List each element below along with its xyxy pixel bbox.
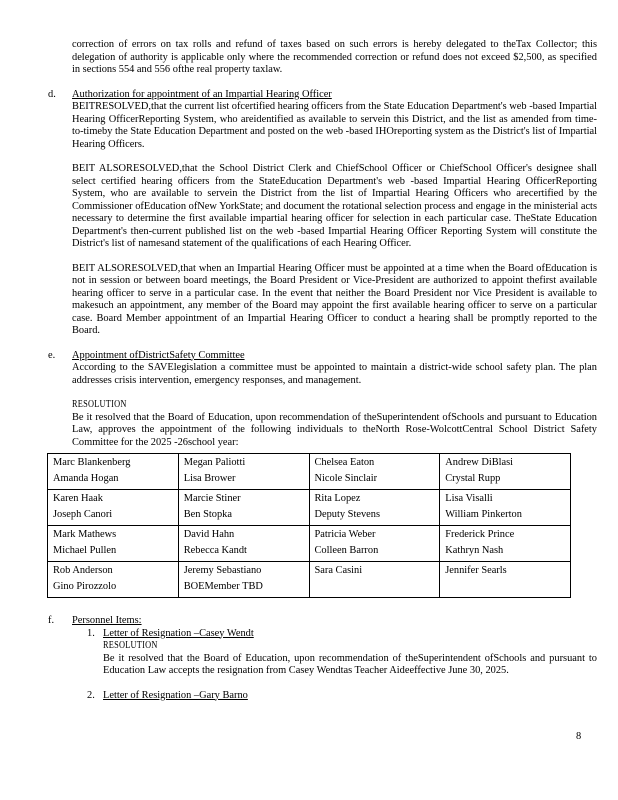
section-e-heading: Appointment ofDistrictSafety Committee <box>72 349 245 361</box>
table-row <box>48 526 571 562</box>
committee-cell <box>440 454 571 490</box>
committee-member: Mark Mathews <box>53 529 117 540</box>
intro-paragraph: correction of errors on tax rolls and refund of taxes based on such errors is hereby delegated to theTax Collector; this delegation of authority is applicable only where the recommended correction or refund does not exceed $2,500, as specified in sections 554 and 556 ofthe real property taxlaw. <box>72 39 597 75</box>
committee-cell <box>48 454 179 490</box>
committee-member: Gino Pirozzolo <box>53 581 117 592</box>
section-e-resolution-body: Be it resolved that the Board of Education, upon recommendation of theSuperintendent ofSchools and pursuant to Education Law, approves the appointment of the following individuals to theNorth Rose-WolcottCentral School District Safety Committee for the 2025 -26school year: <box>72 411 597 448</box>
committee-member: Joseph Canori <box>53 509 113 520</box>
resolution-label: RESOLUTION <box>103 640 158 651</box>
committee-member: Jeremy Sebastiano <box>183 565 262 576</box>
committee-member: William Pinkerton <box>445 509 522 520</box>
committee-member: Rob Anderson <box>53 565 113 576</box>
section-d-paragraph-1: BEITRESOLVED,that the current list ofcertified hearing officers from the State Education Department's web -based Impartial Hearing OfficerReporting System, who areidentified as available to servein this District, and the list as amended from time-to-timeby the State Education Department and posted on the web -based IHOreporting system as the District's list of Impartial Hearing Officers. <box>72 101 597 150</box>
committee-member: Andrew DiBlasi <box>445 457 514 468</box>
committee-member: BOEMember TBD <box>183 581 263 592</box>
committee-cell <box>309 490 440 526</box>
committee-cell <box>309 526 440 562</box>
committee-member: Rita Lopez <box>314 493 361 504</box>
committee-member: Lisa Brower <box>183 473 236 484</box>
committee-cell <box>440 490 571 526</box>
committee-member: Lisa Visalli <box>445 493 493 504</box>
committee-cell <box>440 562 571 598</box>
section-d-paragraph-3: BEIT ALSORESOLVED,that when an Impartial Hearing Officer must be appointed at a time when the Board ofEducation is not in session or between board meetings, the Board President or Vice-President are authorized to appoint thefirst available hearing officer to serve in a particular case. In the event that neither the Board President nor Vice President is available to makesuch an appointment, any member of the Board may appoint the first available hearing officer to serve on a particular case. Board Member appointment of an Impartial Hearing Officer to conduct a hearing shall be promptly reported to the Board. <box>72 262 597 336</box>
committee-member: Sara Casini <box>314 565 363 576</box>
page-number: 8 <box>576 731 582 742</box>
committee-member: Amanda Hogan <box>53 473 119 484</box>
personnel-item-1 <box>87 627 597 678</box>
committee-cell <box>48 562 179 598</box>
table-row <box>48 562 571 598</box>
committee-member: Michael Pullen <box>53 545 117 556</box>
personnel-item-1-heading: Letter of Resignation –Casey Wendt <box>103 627 254 639</box>
personnel-item-1-body: Be it resolved that the Board of Education, upon recommendation of theSuperintendent ofSchools and pursuant to Education Law accepts the resignation from Casey Wendtas Teacher Aideeffective June 30, 2025. <box>103 652 597 676</box>
section-e <box>48 349 597 599</box>
personnel-item-1-resolution-label-line <box>103 640 597 653</box>
committee-member: Megan Paliotti <box>183 457 246 468</box>
committee-cell <box>178 526 309 562</box>
committee-member: Crystal Rupp <box>445 473 501 484</box>
personnel-item-1-number: 1. <box>87 627 95 639</box>
committee-member: Karen Haak <box>53 493 103 504</box>
committee-cell <box>178 490 309 526</box>
table-row <box>48 454 571 490</box>
committee-member: Marc Blankenberg <box>53 457 131 468</box>
committee-member: Colleen Barron <box>314 545 379 556</box>
section-e-marker: e. <box>48 349 56 361</box>
section-d <box>48 88 597 338</box>
committee-cell <box>309 562 440 598</box>
committee-member: David Hahn <box>183 529 235 540</box>
committee-member: Patricia Weber <box>314 529 376 540</box>
section-f-heading: Personnel Items: <box>72 615 142 626</box>
section-d-paragraph-2: BEIT ALSORESOLVED,that the School District Clerk and ChiefSchool Officer or ChiefSchool Officer's designee shall select certified hearing officers from the StateEducation Department's web -based Impartial Hearing OfficerReporting System, who are available to servein the District from the list of Impartial Hearing Officers who arecertified by the Commissioner ofEducation ofNew YorkState; and document the rotational selection process and engage in the ministerial acts necessary to determine the first available impartial hearing officer for selection in each particular case. TheState Education Department's then-current published list on the web -based Impartial Hearing Officer Reporting System will constitute the District's list of namesand statement of the qualifications of each Hearing Officer. <box>72 163 597 249</box>
committee-cell <box>48 526 179 562</box>
spacer <box>72 678 597 690</box>
section-d-marker: d. <box>48 88 56 100</box>
section-f-marker: f. <box>48 615 55 626</box>
committee-cell <box>178 562 309 598</box>
section-e-resolution-label-line <box>72 399 597 412</box>
committee-member: Frederick Prince <box>445 529 515 540</box>
safety-committee-table <box>47 453 571 598</box>
committee-cell <box>309 454 440 490</box>
committee-member: Nicole Sinclair <box>314 473 378 484</box>
resolution-label: RESOLUTION <box>72 399 127 410</box>
personnel-item-2 <box>87 689 597 703</box>
committee-member: Ben Stopka <box>183 509 232 520</box>
committee-cell <box>440 526 571 562</box>
section-e-intro: According to the SAVElegislation a committee must be appointed to maintain a district-wide school safety plan. The plan addresses crisis intervention, emergency responses, and management. <box>72 362 597 386</box>
committee-cell <box>48 490 179 526</box>
committee-member: Marcie Stiner <box>183 493 241 504</box>
committee-cell <box>178 454 309 490</box>
committee-member: Chelsea Eaton <box>314 457 375 468</box>
personnel-item-2-heading: Letter of Resignation –Gary Barno <box>103 689 248 701</box>
personnel-item-2-number: 2. <box>87 689 95 701</box>
section-d-heading: Authorization for appointment of an Impartial Hearing Officer <box>72 88 332 100</box>
committee-member: Deputy Stevens <box>314 509 381 520</box>
section-f <box>48 615 597 702</box>
table-row <box>48 490 571 526</box>
committee-member: Kathryn Nash <box>445 545 504 556</box>
committee-member: Rebecca Kandt <box>183 545 247 556</box>
committee-member: Jennifer Searls <box>445 565 507 576</box>
